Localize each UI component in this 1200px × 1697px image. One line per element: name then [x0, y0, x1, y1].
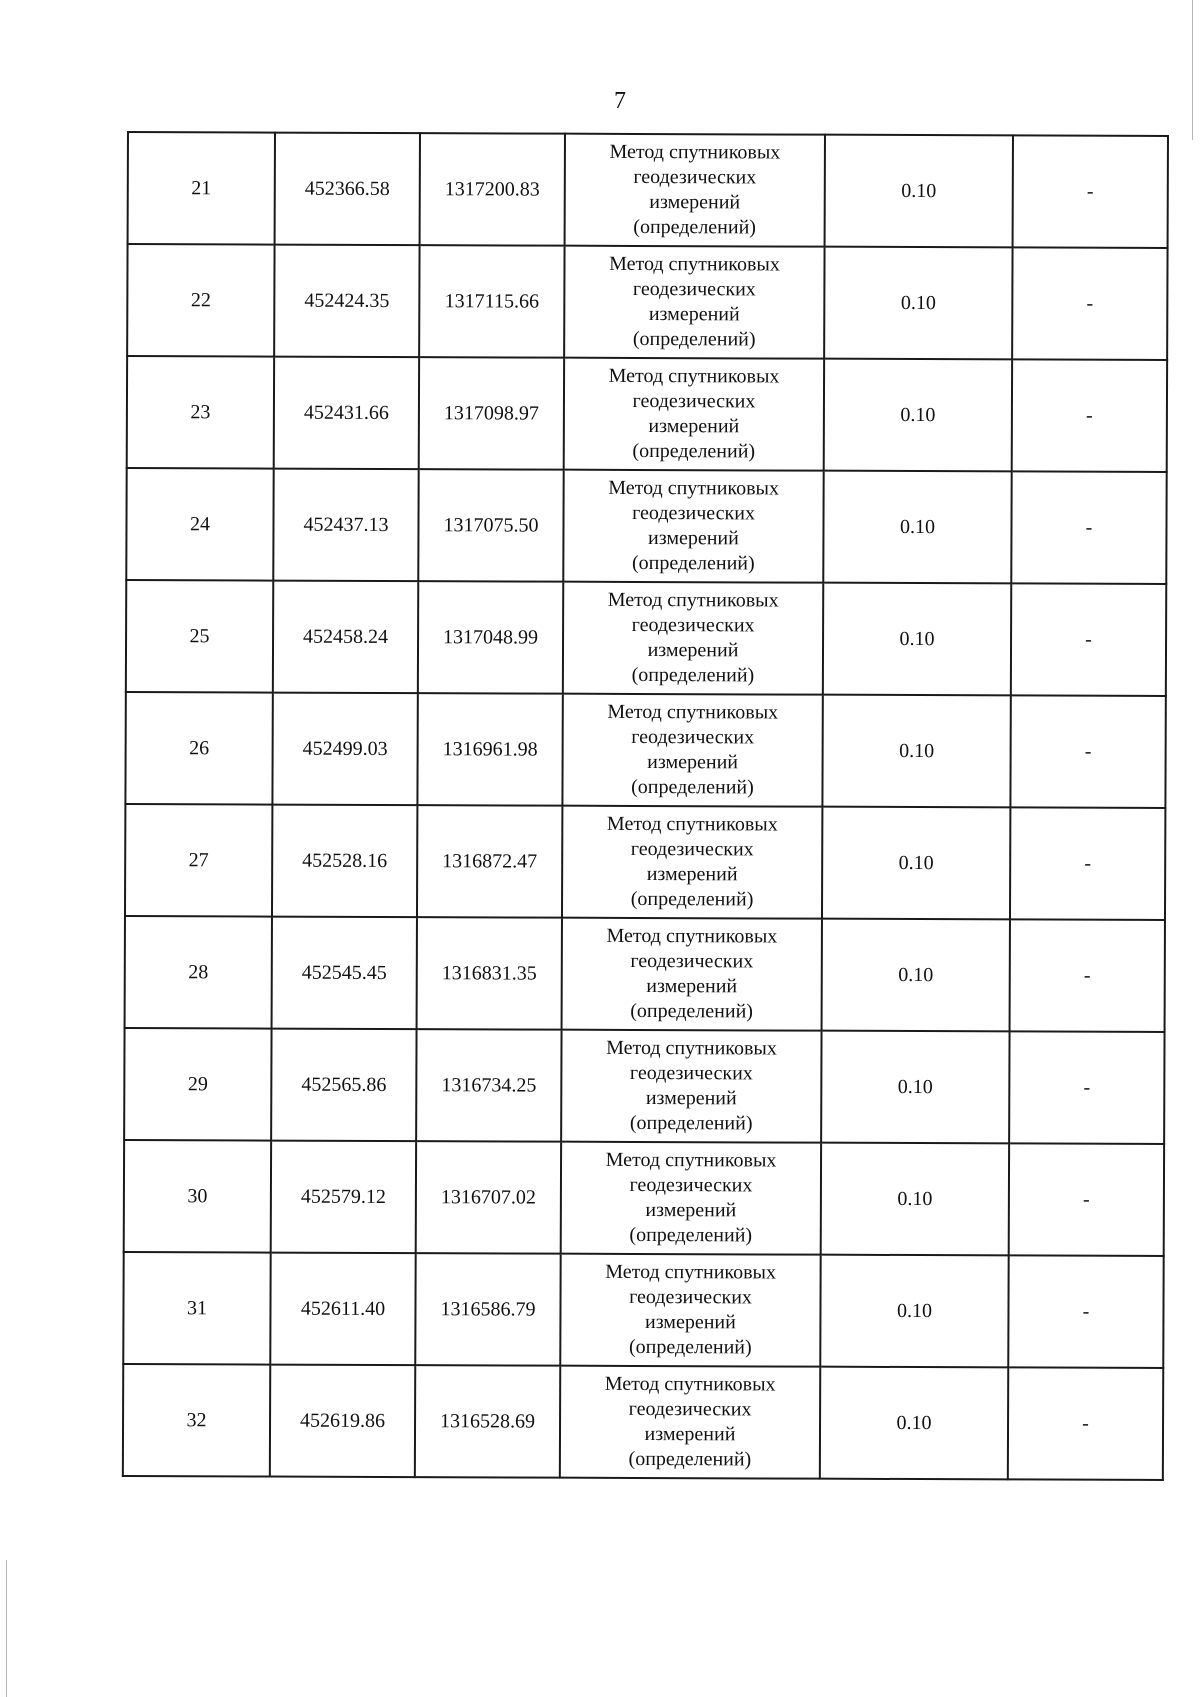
y-coordinate-cell: 1316961.98: [417, 693, 562, 806]
x-coordinate-cell: 452366.58: [275, 133, 420, 246]
method-cell: Метод спутниковых геодезических измерений (определений): [561, 1142, 821, 1255]
method-cell: Метод спутниковых геодезических измерений (определений): [564, 358, 824, 471]
point-number-cell: 22: [127, 244, 274, 357]
y-coordinate-cell: 1316528.69: [415, 1365, 560, 1478]
method-cell: Метод спутниковых геодезических измерений (определений): [563, 470, 823, 583]
accuracy-cell: 0.10: [822, 919, 1010, 1032]
table-row: [124, 1028, 1164, 1144]
method-cell: Метод спутниковых геодезических измерений (определений): [563, 582, 823, 695]
method-cell: Метод спутниковых геодезических измерений (определений): [564, 246, 824, 359]
accuracy-cell: 0.10: [820, 1367, 1008, 1480]
point-number-cell: 26: [125, 692, 272, 805]
accuracy-cell: 0.10: [824, 359, 1012, 472]
x-coordinate-cell: 452458.24: [273, 581, 418, 694]
table-row: [126, 580, 1166, 696]
y-coordinate-cell: 1317115.66: [419, 245, 564, 358]
y-coordinate-cell: 1317048.99: [418, 581, 563, 694]
y-coordinate-cell: 1316586.79: [415, 1253, 560, 1366]
x-coordinate-cell: 452579.12: [271, 1141, 416, 1254]
table-row: [124, 1140, 1164, 1256]
scan-edge-line-right: [1192, 0, 1193, 140]
extra-cell: -: [1009, 1143, 1164, 1256]
method-cell: Метод спутниковых геодезических измерений (определений): [561, 1030, 821, 1143]
point-number-cell: 28: [125, 916, 272, 1029]
y-coordinate-cell: 1317098.97: [419, 357, 564, 470]
y-coordinate-cell: 1316831.35: [417, 917, 562, 1030]
table-row: [128, 132, 1168, 248]
accuracy-cell: 0.10: [822, 807, 1010, 920]
table-row: [125, 916, 1165, 1032]
extra-cell: -: [1010, 807, 1165, 920]
point-number-cell: 30: [124, 1140, 271, 1253]
x-coordinate-cell: 452499.03: [272, 693, 417, 806]
extra-cell: -: [1011, 583, 1166, 696]
accuracy-cell: 0.10: [824, 247, 1012, 360]
extra-cell: -: [1010, 695, 1165, 808]
y-coordinate-cell: 1316872.47: [417, 805, 562, 918]
point-number-cell: 23: [127, 356, 274, 469]
extra-cell: -: [1011, 471, 1166, 584]
extra-cell: -: [1012, 359, 1167, 472]
y-coordinate-cell: 1317200.83: [420, 133, 565, 246]
accuracy-cell: 0.10: [823, 583, 1011, 696]
table-row: [125, 692, 1165, 808]
scan-edge-line-left: [6, 1560, 7, 1697]
y-coordinate-cell: 1316707.02: [416, 1141, 561, 1254]
x-coordinate-cell: 452611.40: [270, 1253, 415, 1366]
x-coordinate-cell: 452424.35: [274, 245, 419, 358]
extra-cell: -: [1008, 1367, 1163, 1480]
x-coordinate-cell: 452619.86: [270, 1365, 415, 1478]
accuracy-cell: 0.10: [822, 695, 1010, 808]
x-coordinate-cell: 452565.86: [271, 1029, 416, 1142]
method-cell: Метод спутниковых геодезических измерений (определений): [560, 1254, 820, 1367]
x-coordinate-cell: 452437.13: [273, 469, 418, 582]
point-number-cell: 29: [124, 1028, 271, 1141]
x-coordinate-cell: 452528.16: [272, 805, 417, 918]
extra-cell: -: [1012, 247, 1167, 360]
point-number-cell: 25: [126, 580, 273, 693]
method-cell: Метод спутниковых геодезических измерений (определений): [562, 918, 822, 1031]
x-coordinate-cell: 452431.66: [274, 357, 419, 470]
coordinates-table: [122, 131, 1169, 1481]
accuracy-cell: 0.10: [821, 1143, 1009, 1256]
method-cell: Метод спутниковых геодезических измерений (определений): [565, 134, 825, 247]
point-number-cell: 32: [123, 1364, 270, 1477]
point-number-cell: 21: [128, 132, 275, 245]
accuracy-cell: 0.10: [825, 135, 1013, 248]
point-number-cell: 27: [125, 804, 272, 917]
extra-cell: -: [1010, 919, 1165, 1032]
table-row: [123, 1364, 1163, 1480]
coordinates-table-body: [123, 132, 1168, 1480]
accuracy-cell: 0.10: [821, 1031, 1009, 1144]
extra-cell: -: [1013, 135, 1168, 248]
method-cell: Метод спутниковых геодезических измерений (определений): [560, 1366, 820, 1479]
table-row: [123, 1252, 1163, 1368]
page-number: 7: [614, 88, 626, 114]
method-cell: Метод спутниковых геодезических измерений (определений): [562, 694, 822, 807]
accuracy-cell: 0.10: [820, 1255, 1008, 1368]
extra-cell: -: [1008, 1255, 1163, 1368]
table-row: [127, 244, 1167, 360]
y-coordinate-cell: 1316734.25: [416, 1029, 561, 1142]
table-row: [125, 804, 1165, 920]
point-number-cell: 31: [123, 1252, 270, 1365]
x-coordinate-cell: 452545.45: [272, 917, 417, 1030]
extra-cell: -: [1009, 1031, 1164, 1144]
point-number-cell: 24: [126, 468, 273, 581]
method-cell: Метод спутниковых геодезических измерений (определений): [562, 806, 822, 919]
y-coordinate-cell: 1317075.50: [418, 469, 563, 582]
accuracy-cell: 0.10: [823, 471, 1011, 584]
table-row: [126, 468, 1166, 584]
table-row: [127, 356, 1167, 472]
